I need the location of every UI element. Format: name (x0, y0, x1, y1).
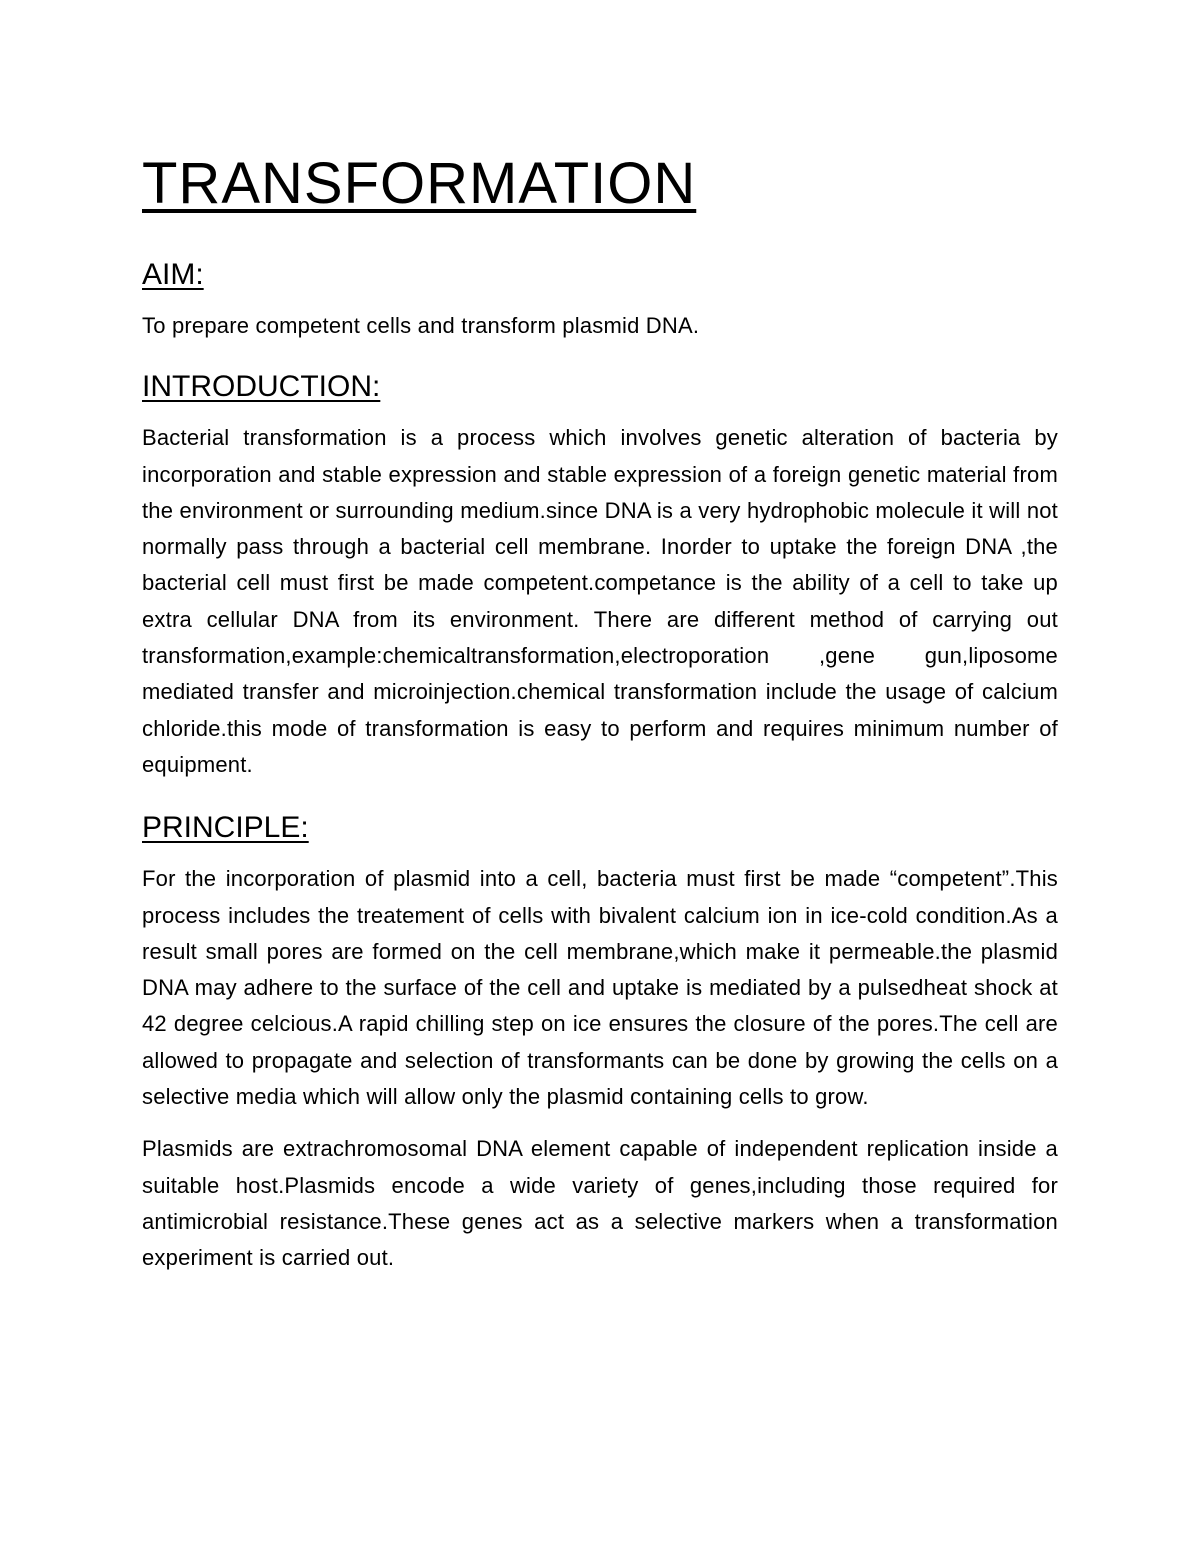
principle-heading: PRINCIPLE: (142, 811, 309, 845)
aim-text: To prepare competent cells and transform plasmid DNA. (142, 313, 700, 338)
document-title: TRANSFORMATION (142, 151, 697, 216)
principle-paragraph-2: Plasmids are extrachromosomal DNA element capable of independent replication inside a suitable host.Plasmids encode a wide variety of genes,including those required for antimicrobial resistance.These genes act as a selective markers when a transformation experiment is carried out. (142, 1136, 1058, 1271)
document-page (142, 150, 1058, 1277)
introduction-text: Bacterial transformation is a process which involves genetic alteration of bacteria by incorporation and stable expression and stable expression of a foreign genetic material from the environment or surrounding medium.since DNA is a very hydrophobic molecule it will not normally pass through a bacterial cell membrane. Inorder to uptake the foreign DNA ,the bacterial cell must first be made competent.competance is the ability of a cell to take up extra cellular DNA from its environment. There are different method of carrying out transformation,example:chemicaltransformation,electroporation ,gene gun,liposome mediated transfer and microinjection.chemical transformation include the usage of calcium chloride.this mode of transformation is easy to perform and requires minimum number of equipment. (142, 425, 1058, 777)
aim-heading: AIM: (142, 258, 204, 291)
introduction-heading: INTRODUCTION: (142, 370, 381, 404)
principle-paragraph-1: For the incorporation of plasmid into a cell, bacteria must first be made “competent”.This process includes the treatement of cells with bivalent calcium ion in ice-cold condition.As a result small pores are formed on the cell membrane,which make it permeable.the plasmid DNA may adhere to the surface of the cell and uptake is mediated by a pulsedheat shock at 42 degree celcious.A rapid chilling step on ice ensures the closure of the pores.The cell are allowed to propagate and selection of transformants can be done by growing the cells on a selective media which will allow only the plasmid containing cells to grow. (142, 866, 1058, 1110)
